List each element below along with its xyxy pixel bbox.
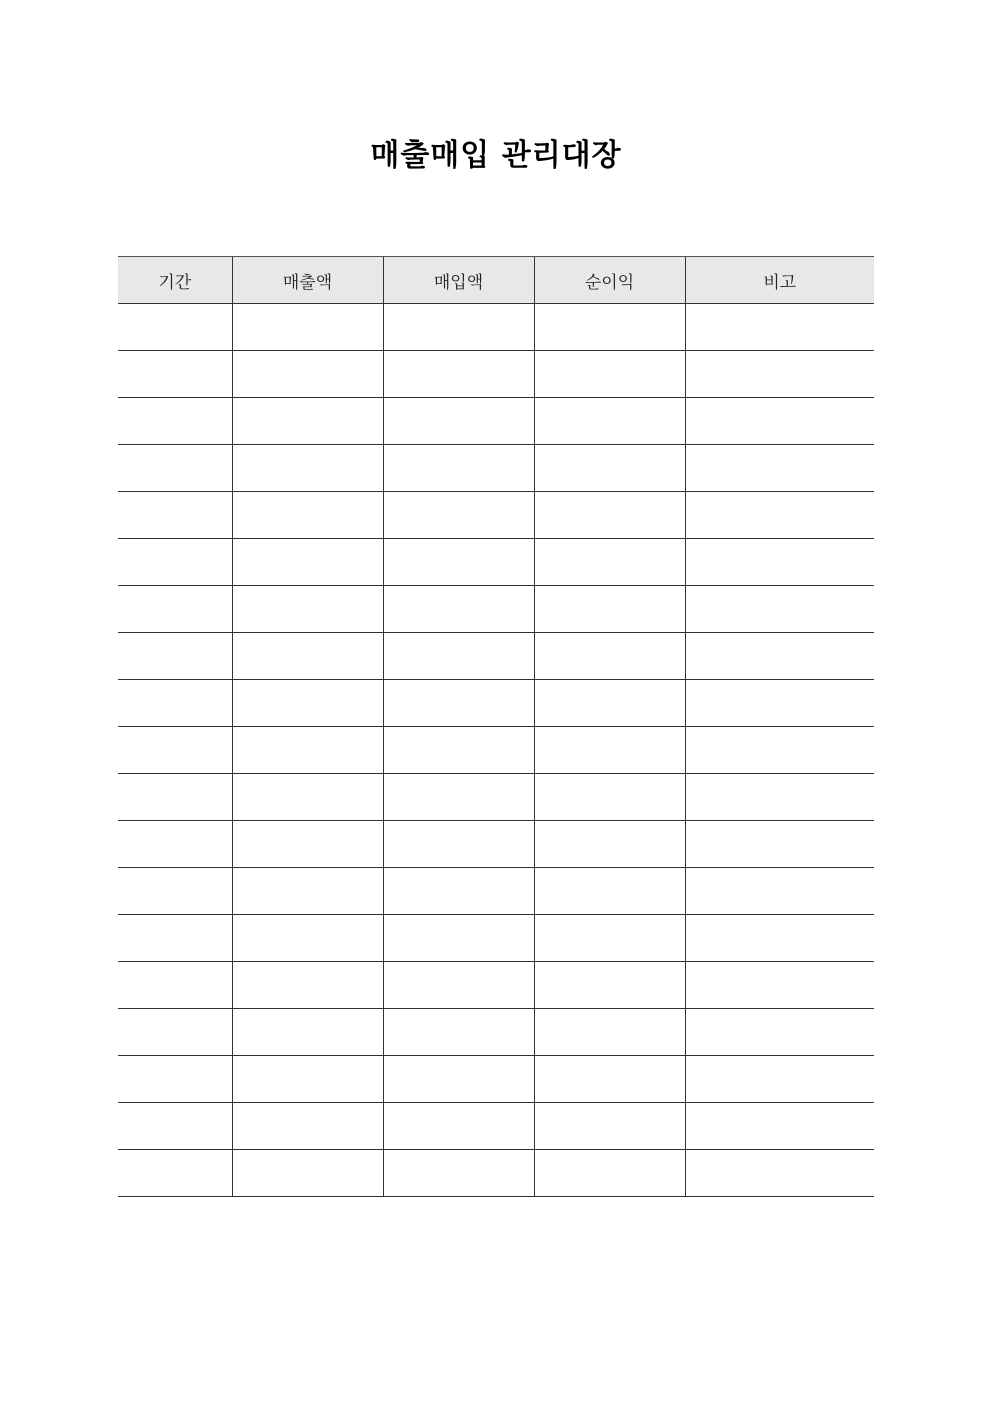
table-row: [118, 727, 874, 774]
net-profit-cell[interactable]: [534, 1150, 685, 1197]
period-cell[interactable]: [118, 633, 232, 680]
net-profit-cell[interactable]: [534, 915, 685, 962]
table-header-row: [118, 257, 874, 304]
sales-cell[interactable]: [232, 586, 383, 633]
net-profit-cell[interactable]: [534, 727, 685, 774]
net-profit-cell[interactable]: [534, 774, 685, 821]
remarks-cell[interactable]: [685, 774, 874, 821]
sales-cell[interactable]: [232, 915, 383, 962]
purchases-cell[interactable]: [383, 915, 534, 962]
net-profit-cell[interactable]: [534, 1103, 685, 1150]
table-row: [118, 1056, 874, 1103]
ledger-table: [118, 256, 874, 1197]
net-profit-cell[interactable]: [534, 304, 685, 351]
sales-cell[interactable]: [232, 774, 383, 821]
remarks-cell[interactable]: [685, 304, 874, 351]
remarks-cell[interactable]: [685, 398, 874, 445]
remarks-cell[interactable]: [685, 962, 874, 1009]
purchases-cell[interactable]: [383, 304, 534, 351]
purchases-cell[interactable]: [383, 962, 534, 1009]
period-cell[interactable]: [118, 445, 232, 492]
table-row: [118, 398, 874, 445]
purchases-cell[interactable]: [383, 351, 534, 398]
sales-cell[interactable]: [232, 821, 383, 868]
table-row: [118, 915, 874, 962]
remarks-cell[interactable]: [685, 351, 874, 398]
table-row: [118, 586, 874, 633]
sales-cell[interactable]: [232, 1056, 383, 1103]
column-header-remarks: 비고: [685, 257, 874, 304]
purchases-cell[interactable]: [383, 586, 534, 633]
table-row: [118, 1150, 874, 1197]
sales-cell[interactable]: [232, 1150, 383, 1197]
table-row: [118, 868, 874, 915]
period-cell[interactable]: [118, 962, 232, 1009]
period-cell[interactable]: [118, 727, 232, 774]
sales-cell[interactable]: [232, 398, 383, 445]
remarks-cell[interactable]: [685, 680, 874, 727]
table-row: [118, 304, 874, 351]
table-row: [118, 539, 874, 586]
table-row: [118, 492, 874, 539]
purchases-cell[interactable]: [383, 680, 534, 727]
net-profit-cell[interactable]: [534, 962, 685, 1009]
period-cell[interactable]: [118, 680, 232, 727]
remarks-cell[interactable]: [685, 868, 874, 915]
period-cell[interactable]: [118, 1150, 232, 1197]
purchases-cell[interactable]: [383, 1056, 534, 1103]
remarks-cell[interactable]: [685, 539, 874, 586]
table-row: [118, 1103, 874, 1150]
period-cell[interactable]: [118, 304, 232, 351]
net-profit-cell[interactable]: [534, 680, 685, 727]
net-profit-cell[interactable]: [534, 633, 685, 680]
period-cell[interactable]: [118, 1009, 232, 1056]
table-row: [118, 962, 874, 1009]
column-header-purchases: 매입액: [383, 257, 534, 304]
remarks-cell[interactable]: [685, 1056, 874, 1103]
table-row: [118, 821, 874, 868]
period-cell[interactable]: [118, 821, 232, 868]
purchases-cell[interactable]: [383, 1103, 534, 1150]
remarks-cell[interactable]: [685, 445, 874, 492]
purchases-cell[interactable]: [383, 539, 534, 586]
sales-cell[interactable]: [232, 962, 383, 1009]
period-cell[interactable]: [118, 539, 232, 586]
remarks-cell[interactable]: [685, 492, 874, 539]
net-profit-cell[interactable]: [534, 1009, 685, 1056]
period-cell[interactable]: [118, 492, 232, 539]
remarks-cell[interactable]: [685, 1103, 874, 1150]
remarks-cell[interactable]: [685, 915, 874, 962]
page-title: 매출매입 관리대장: [370, 138, 622, 173]
period-cell[interactable]: [118, 1103, 232, 1150]
purchases-cell[interactable]: [383, 633, 534, 680]
remarks-cell[interactable]: [685, 727, 874, 774]
table-row: [118, 445, 874, 492]
purchases-cell[interactable]: [383, 774, 534, 821]
table-row: [118, 680, 874, 727]
remarks-cell[interactable]: [685, 821, 874, 868]
sales-cell[interactable]: [232, 539, 383, 586]
period-cell[interactable]: [118, 398, 232, 445]
sales-cell[interactable]: [232, 868, 383, 915]
period-cell[interactable]: [118, 915, 232, 962]
period-cell[interactable]: [118, 586, 232, 633]
remarks-cell[interactable]: [685, 1009, 874, 1056]
purchases-cell[interactable]: [383, 868, 534, 915]
sales-cell[interactable]: [232, 492, 383, 539]
net-profit-cell[interactable]: [534, 398, 685, 445]
purchases-cell[interactable]: [383, 398, 534, 445]
remarks-cell[interactable]: [685, 633, 874, 680]
purchases-cell[interactable]: [383, 821, 534, 868]
net-profit-cell[interactable]: [534, 868, 685, 915]
remarks-cell[interactable]: [685, 1150, 874, 1197]
table-row: [118, 633, 874, 680]
net-profit-cell[interactable]: [534, 492, 685, 539]
net-profit-cell[interactable]: [534, 821, 685, 868]
table-body: [118, 304, 874, 1197]
net-profit-cell[interactable]: [534, 539, 685, 586]
sales-cell[interactable]: [232, 680, 383, 727]
net-profit-cell[interactable]: [534, 351, 685, 398]
table-row: [118, 351, 874, 398]
purchases-cell[interactable]: [383, 727, 534, 774]
net-profit-cell[interactable]: [534, 586, 685, 633]
sales-cell[interactable]: [232, 633, 383, 680]
period-cell[interactable]: [118, 1056, 232, 1103]
sales-cell[interactable]: [232, 304, 383, 351]
period-cell[interactable]: [118, 774, 232, 821]
column-header-sales: 매출액: [232, 257, 383, 304]
sales-cell[interactable]: [232, 445, 383, 492]
table-row: [118, 1009, 874, 1056]
purchases-cell[interactable]: [383, 445, 534, 492]
period-cell[interactable]: [118, 351, 232, 398]
sales-cell[interactable]: [232, 351, 383, 398]
remarks-cell[interactable]: [685, 586, 874, 633]
purchases-cell[interactable]: [383, 1150, 534, 1197]
period-cell[interactable]: [118, 868, 232, 915]
sales-cell[interactable]: [232, 1103, 383, 1150]
net-profit-cell[interactable]: [534, 1056, 685, 1103]
sales-cell[interactable]: [232, 727, 383, 774]
column-header-net-profit: 순이익: [534, 257, 685, 304]
net-profit-cell[interactable]: [534, 445, 685, 492]
purchases-cell[interactable]: [383, 1009, 534, 1056]
table-row: [118, 774, 874, 821]
column-header-period: 기간: [118, 257, 232, 304]
purchases-cell[interactable]: [383, 492, 534, 539]
sales-cell[interactable]: [232, 1009, 383, 1056]
